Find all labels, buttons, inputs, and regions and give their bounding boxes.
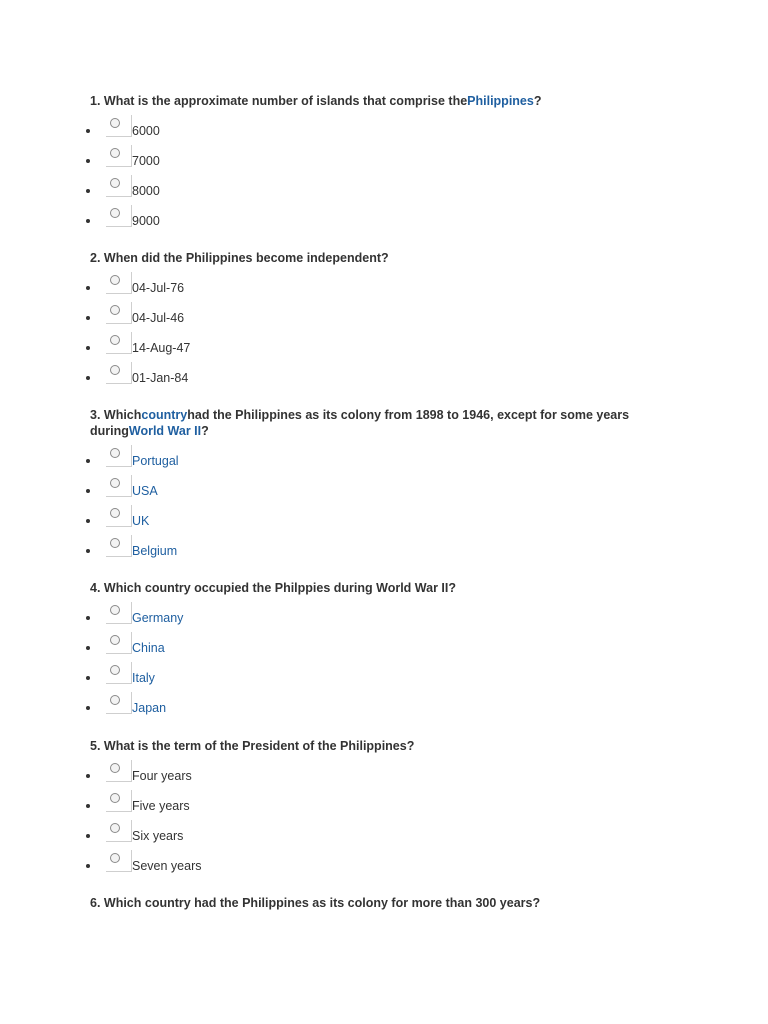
question-text-part: had the Philippines as its colony from 1898 to 1946, except for some years during [90, 408, 630, 438]
radio-cell [106, 632, 132, 654]
answer-option [0, 850, 768, 880]
question-text-part: 5. What is the term of the President of the Philippines? [90, 739, 415, 753]
list-bullet [86, 774, 90, 778]
option-label: Four years [132, 769, 192, 783]
radio-button-icon[interactable] [110, 208, 120, 218]
answer-option [0, 692, 768, 722]
answer-option [0, 362, 768, 392]
radio-button-icon[interactable] [110, 305, 120, 315]
answer-option [0, 175, 768, 205]
list-bullet [86, 286, 90, 290]
answer-option [0, 505, 768, 535]
list-bullet [86, 706, 90, 710]
radio-button-icon[interactable] [110, 538, 120, 548]
radio-cell [106, 145, 132, 167]
answer-option [0, 302, 768, 332]
radio-button-icon[interactable] [110, 695, 120, 705]
option-label: 7000 [132, 154, 160, 168]
answer-option [0, 475, 768, 505]
radio-button-icon[interactable] [110, 118, 120, 128]
option-link[interactable]: Japan [132, 701, 167, 715]
question-text-part: 1. What is the approximate number of islands that comprise the [90, 94, 468, 108]
answer-option [0, 790, 768, 820]
radio-button-icon[interactable] [110, 275, 120, 285]
question-text [90, 250, 670, 266]
radio-cell [106, 302, 132, 324]
question-text [90, 580, 670, 596]
list-bullet [86, 549, 90, 553]
country-link[interactable]: country [141, 408, 188, 422]
radio-button-icon[interactable] [110, 823, 120, 833]
answer-option [0, 332, 768, 362]
list-bullet [86, 316, 90, 320]
radio-cell [106, 175, 132, 197]
radio-button-icon[interactable] [110, 178, 120, 188]
radio-button-icon[interactable] [110, 335, 120, 345]
radio-cell [106, 505, 132, 527]
option-link[interactable]: Belgium [132, 544, 178, 558]
radio-cell [106, 535, 132, 557]
option-label: Six years [132, 829, 184, 843]
list-bullet [86, 676, 90, 680]
option-link[interactable]: Germany [132, 611, 184, 625]
option-label: 14-Aug-47 [132, 341, 191, 355]
radio-cell [106, 272, 132, 294]
list-bullet [86, 616, 90, 620]
radio-button-icon[interactable] [110, 605, 120, 615]
list-bullet [86, 129, 90, 133]
list-bullet [86, 646, 90, 650]
answer-option [0, 145, 768, 175]
option-label: 9000 [132, 214, 160, 228]
radio-button-icon[interactable] [110, 448, 120, 458]
answer-option [0, 535, 768, 565]
question-text [90, 738, 670, 754]
radio-cell [106, 445, 132, 467]
list-bullet [86, 346, 90, 350]
radio-cell [106, 602, 132, 624]
radio-cell [106, 362, 132, 384]
list-bullet [86, 219, 90, 223]
radio-cell [106, 115, 132, 137]
world-war-ii-link[interactable]: World War II [128, 424, 202, 438]
radio-button-icon[interactable] [110, 365, 120, 375]
answer-option [0, 272, 768, 302]
option-link[interactable]: Italy [132, 671, 155, 685]
list-bullet [86, 459, 90, 463]
answer-option [0, 662, 768, 692]
list-bullet [86, 864, 90, 868]
question-text [90, 407, 670, 439]
radio-button-icon[interactable] [110, 508, 120, 518]
radio-cell [106, 760, 132, 782]
answer-option [0, 820, 768, 850]
question-text [90, 93, 670, 109]
radio-cell [106, 662, 132, 684]
list-bullet [86, 489, 90, 493]
answer-option [0, 115, 768, 145]
answer-option [0, 632, 768, 662]
option-link[interactable]: UK [132, 514, 150, 528]
question-text [90, 895, 670, 911]
list-bullet [86, 189, 90, 193]
option-label: 01-Jan-84 [132, 371, 189, 385]
option-label: Seven years [132, 859, 202, 873]
question-text-part: 2. When did the Philippines become independent? [90, 251, 389, 265]
option-link[interactable]: Portugal [132, 454, 179, 468]
radio-cell [106, 332, 132, 354]
answer-option [0, 602, 768, 632]
option-label: 04-Jul-76 [132, 281, 185, 295]
radio-button-icon[interactable] [110, 665, 120, 675]
question-text-part: ? [201, 424, 209, 438]
radio-cell [106, 205, 132, 227]
option-label: 04-Jul-46 [132, 311, 185, 325]
radio-cell [106, 820, 132, 842]
radio-button-icon[interactable] [110, 148, 120, 158]
radio-cell [106, 850, 132, 872]
option-link[interactable]: China [132, 641, 165, 655]
list-bullet [86, 519, 90, 523]
list-bullet [86, 834, 90, 838]
radio-button-icon[interactable] [110, 478, 120, 488]
question-text-part: 4. Which country occupied the Philppies during World War II? [90, 581, 456, 595]
philippines-link[interactable]: Philippines [467, 94, 534, 108]
radio-button-icon[interactable] [110, 635, 120, 645]
radio-cell [106, 475, 132, 497]
question-text-part: 6. Which country had the Philippines as its colony for more than 300 years? [90, 896, 541, 910]
option-label: 6000 [132, 124, 160, 138]
radio-button-icon[interactable] [110, 853, 120, 863]
answer-option [0, 205, 768, 235]
radio-cell [106, 692, 132, 714]
radio-button-icon[interactable] [110, 793, 120, 803]
option-label: 8000 [132, 184, 160, 198]
list-bullet [86, 804, 90, 808]
option-label: Five years [132, 799, 190, 813]
radio-cell [106, 790, 132, 812]
radio-button-icon[interactable] [110, 763, 120, 773]
answer-option [0, 760, 768, 790]
list-bullet [86, 159, 90, 163]
option-link[interactable]: USA [132, 484, 158, 498]
question-text-part: ? [533, 94, 542, 108]
question-text-part: 3. Which [90, 408, 142, 422]
list-bullet [86, 376, 90, 380]
answer-option [0, 445, 768, 475]
